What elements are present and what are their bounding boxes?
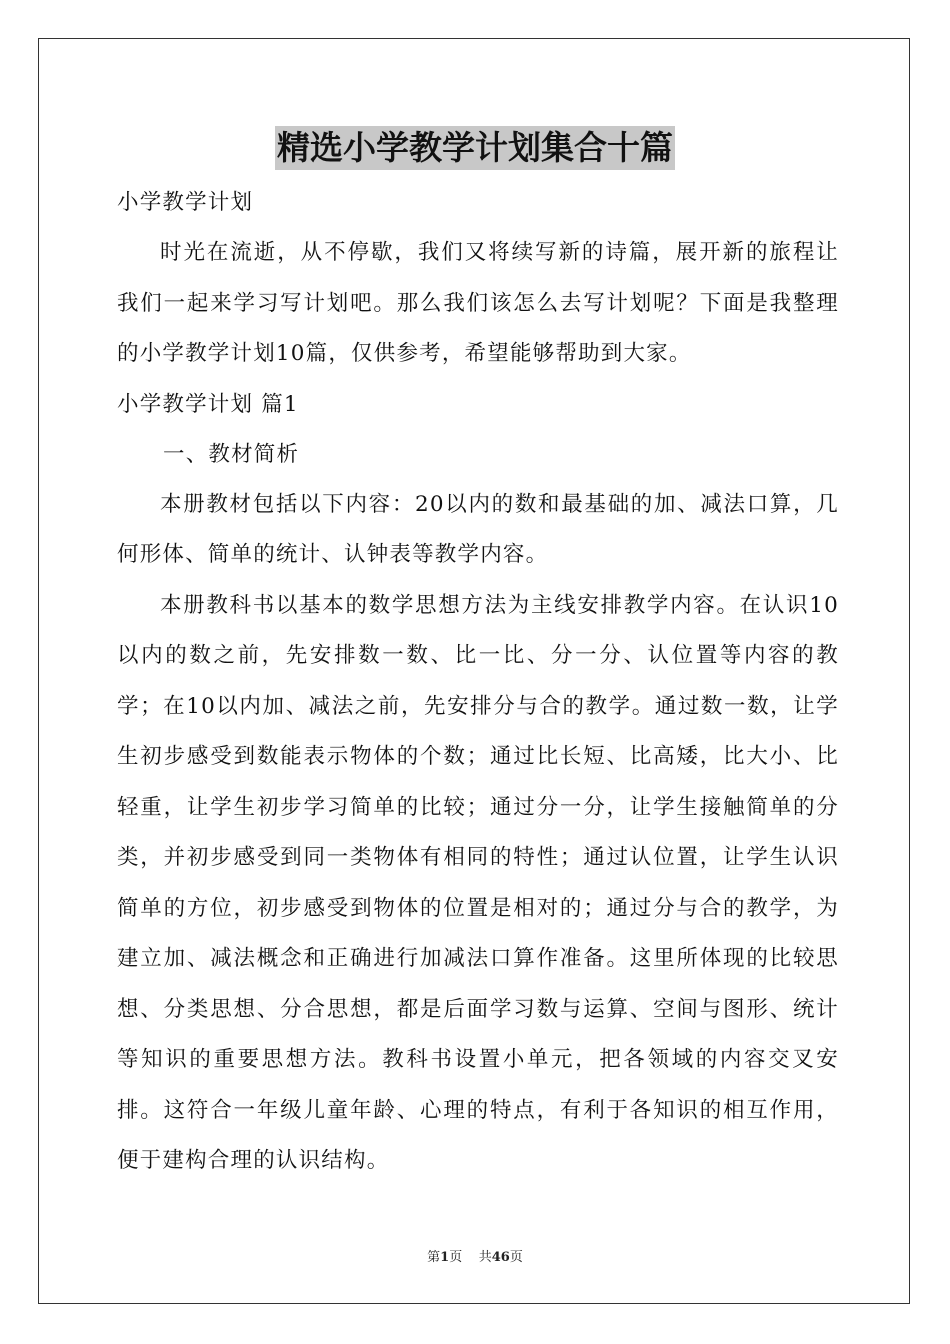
title-wrap xyxy=(0,126,950,170)
document-title: 精选小学教学计划集合十篇 xyxy=(275,126,675,170)
intro-paragraph: 时光在流逝，从不停歇，我们又将续写新的诗篇，展开新的旅程让我们一起来学习写计划吧。那么我们该怎么去写计划呢？下面是我整理的小学教学计划10篇，仅供参考，希望能够帮助到大家。 xyxy=(117,240,839,366)
page-footer xyxy=(0,1246,950,1265)
footer-current-page: 1 xyxy=(440,1250,450,1265)
subheading: 一、教材简析 xyxy=(163,441,300,467)
footer-page-mid: 页 共 xyxy=(449,1250,492,1265)
doc-label: 小学教学计划 xyxy=(117,190,254,215)
body-paragraph-1: 本册教材包括以下内容：20以内的数和最基础的加、减法口算，几何形体、简单的统计、认钟表等教学内容。 xyxy=(117,491,839,567)
footer-total-pages: 46 xyxy=(491,1250,510,1265)
section-heading: 小学教学计划 篇1 xyxy=(117,391,299,417)
footer-page-prefix: 第 xyxy=(427,1250,441,1265)
document-body xyxy=(117,178,839,1187)
body-paragraph-2: 本册教科书以基本的数学思想方法为主线安排教学内容。在认识10以内的数之前，先安排数一数、比一比、分一分、认位置等内容的教学；在10以内加、减法之前，先安排分与合的教学。通过数一数，让学生初步感受到数能表示物体的个数；通过比长短、比高矮，比大小、比轻重，让学生初步学习简单的比较；通过分一分，让学生接触简单的分类，并初步感受到同一类物体有相同的特性；通过认位置，让学生认识简单的方位，初步感受到物体的位置是相对的；通过分与合的教学，为建立加、减法概念和正确进行加减法口算作准备。这里所体现的比较思想、分类思想、分合思想，都是后面学习数与运算、空间与图形、统计等知识的重要思想方法。教科书设置小单元，把各领域的内容交叉安排。这符合一年级儿童年龄、心理的特点，有利于各知识的相互作用，便于建构合理的认识结构。 xyxy=(117,592,839,1173)
footer-page-suffix: 页 xyxy=(509,1250,523,1265)
